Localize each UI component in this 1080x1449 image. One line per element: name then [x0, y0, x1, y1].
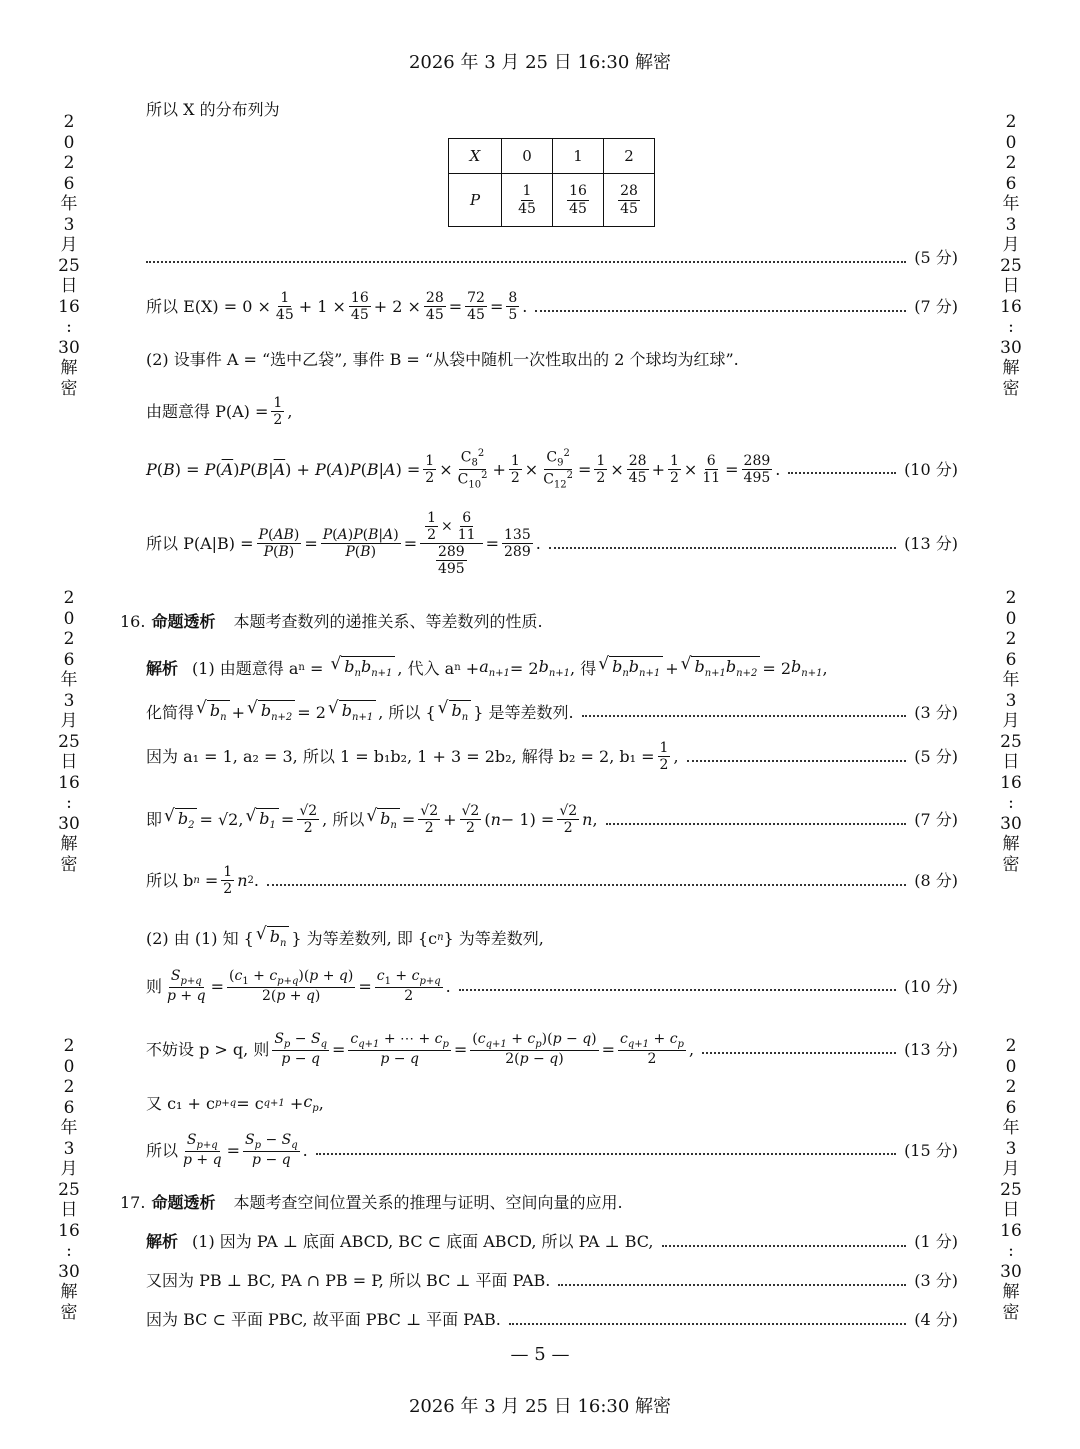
- table-intro: 所以 X 的分布列为: [146, 100, 280, 119]
- watermark-char: 25: [1000, 1179, 1022, 1200]
- page-footer: 2026 年 3 月 25 日 16:30 解密: [408, 1396, 672, 1417]
- watermark-char: 30: [58, 813, 80, 834]
- q16-line-2: 化简得 √ $b_n$ + √ $b_{n+2}$ = 2 √ $b_{n+1}$ , 所以 { √ $b_n$ } 是等差数列. (3 分): [146, 698, 958, 724]
- table-cell: $\frac{28}{45}$: [604, 174, 655, 227]
- watermark-char: 密: [60, 378, 78, 399]
- q16-line-4: 即 √ $b_2$ = √2, √ $b_1$ = $\frac{√2}{2}$ , 所以 √ $b_n$ = $\frac{√2}{2}$ + $\frac{√2}{2}$ ( n − 1) = $\frac{√2}{2}$ n , (7 分): [146, 803, 958, 837]
- watermark-char: 6: [63, 173, 75, 194]
- watermark-char: 密: [60, 1302, 78, 1323]
- watermark-char: 年: [60, 194, 78, 214]
- watermark-char: 日: [60, 276, 78, 296]
- watermark-char: 密: [1002, 1302, 1020, 1323]
- q16-therefore-line: 所以 $\frac{S_{p+q}}{p + q}$ = $\frac{S_p - S_q}{p - q}$ . (15 分): [146, 1132, 958, 1169]
- watermark-char: 2: [63, 1077, 75, 1097]
- watermark-char: 2: [1005, 1077, 1017, 1097]
- table-cell: $\frac{1}{45}$: [502, 174, 553, 227]
- watermark-char: 6: [63, 1097, 75, 1118]
- table-cell: 0: [502, 139, 553, 174]
- page-number: — 5 —: [510, 1344, 570, 1365]
- watermark-char: 25: [58, 731, 80, 752]
- side-watermark: [997, 1036, 1025, 1323]
- watermark-char: 密: [1002, 378, 1020, 399]
- watermark-char: 3: [63, 214, 75, 235]
- watermark-char: :: [1008, 793, 1014, 813]
- q17-line-1: 解析 (1) 因为 PA ⊥ 底面 ABCD, BC ⊂ 底面 ABCD, 所以 PA ⊥ BC, (1 分): [146, 1232, 958, 1251]
- watermark-char: 16: [1000, 296, 1022, 317]
- table-cell: $\frac{16}{45}$: [553, 174, 604, 227]
- watermark-char: 密: [60, 854, 78, 875]
- watermark-char: 30: [58, 1261, 80, 1282]
- watermark-char: 日: [1002, 1200, 1020, 1220]
- watermark-char: 解: [60, 358, 78, 378]
- watermark-char: 30: [58, 337, 80, 358]
- pab-line: 所以 P(A|B) = $\frac{P(AB)}{P(B)}$ = $\frac{P(A)P(B|A)}{P(B)}$ = $\frac{1}{2}$ × $\frac{6}{11}$ $\frac{289}{495}$ = $\frac{135}{289}$ . (13 分): [146, 510, 958, 578]
- side-watermark: [997, 112, 1025, 399]
- watermark-char: :: [1008, 317, 1014, 337]
- page-header: 2026 年 3 月 25 日 16:30 解密: [408, 52, 672, 73]
- side-watermark: [997, 588, 1025, 875]
- watermark-char: 月: [1002, 1159, 1020, 1179]
- side-watermark: [55, 1036, 83, 1323]
- distribution-table: [448, 138, 655, 227]
- watermark-char: 3: [1005, 214, 1017, 235]
- table-cell: 2: [604, 139, 655, 174]
- watermark-char: 6: [63, 649, 75, 670]
- score-line: (5 分): [146, 248, 958, 267]
- given-line: 由题意得 P(A) = $\frac{1}{2}$ ,: [146, 395, 293, 429]
- watermark-char: 月: [1002, 235, 1020, 255]
- watermark-char: 16: [58, 1220, 80, 1241]
- expectation-line: 所以 E(X) = 0 × $\frac{1}{45}$ + 1 × $\frac{16}{45}$ + 2 × $\frac{28}{45}$ = $\frac{72}{45}$ = $\frac{8}{5}$ . (7 分): [146, 290, 958, 324]
- watermark-char: :: [66, 1241, 72, 1261]
- watermark-char: 解: [1002, 834, 1020, 854]
- watermark-char: 月: [60, 1159, 78, 1179]
- watermark-char: 日: [1002, 276, 1020, 296]
- watermark-char: 年: [60, 670, 78, 690]
- table-cell: 1: [553, 139, 604, 174]
- watermark-char: 解: [1002, 1282, 1020, 1302]
- q16-line-1: 解析 (1) 由题意得 a n = √ $b_nb_{n+1}$ , 代入 a n + $a_{n+1}$ = 2 $b_{n+1}$ , 得 √ $b_nb_{n+1}$ + √ $b_{n+1}b_{n+2}$ = 2 $b_{n+1}$ ,: [146, 654, 828, 680]
- q17-heading: 17. 命题透析 本题考查空间位置关系的推理与证明、空间向量的应用.: [120, 1193, 623, 1212]
- watermark-char: 3: [1005, 690, 1017, 711]
- q16-assume-line: 不妨设 p > q, 则 $\frac{S_p - S_q}{p - q}$ = $\frac{c_{q+1} + \cdots + c_p}{p - q}$ = $\frac{(c_{q+1} + c_p)(p - q)}{2(p - q)}$ = $\frac{c_{q+1} + c_p}{2}$ , (13 分): [146, 1031, 958, 1068]
- watermark-char: 2: [1005, 588, 1017, 608]
- watermark-char: :: [66, 793, 72, 813]
- table-row-p-label: P: [449, 174, 502, 227]
- watermark-char: 0: [1005, 132, 1017, 153]
- side-watermark: [55, 588, 83, 875]
- watermark-char: 16: [1000, 772, 1022, 793]
- watermark-char: 16: [58, 772, 80, 793]
- watermark-char: 2: [1005, 629, 1017, 649]
- watermark-char: 解: [60, 834, 78, 854]
- watermark-char: 2: [63, 588, 75, 608]
- watermark-char: 年: [1002, 194, 1020, 214]
- side-watermark: [55, 112, 83, 399]
- watermark-char: 25: [1000, 731, 1022, 752]
- table-row-x-label: X: [449, 139, 502, 174]
- watermark-char: 0: [1005, 1056, 1017, 1077]
- watermark-char: 解: [60, 1282, 78, 1302]
- watermark-char: 月: [60, 711, 78, 731]
- watermark-char: 3: [63, 690, 75, 711]
- q16-line-3: 因为 a₁ = 1, a₂ = 3, 所以 1 = b₁b₂, 1 + 3 = 2b₂, 解得 b₂ = 2, b₁ = $\frac{1}{2}$ , (5 分): [146, 740, 958, 774]
- watermark-char: 日: [60, 1200, 78, 1220]
- watermark-char: 日: [1002, 752, 1020, 772]
- watermark-char: 年: [60, 1118, 78, 1138]
- watermark-char: 2: [63, 153, 75, 173]
- watermark-char: 30: [1000, 1261, 1022, 1282]
- q16-then-line: 则 $\frac{S_{p+q}}{p + q}$ = $\frac{(c_1 + c_{p+q})(p + q)}{2(p + q)}$ = $\frac{c_1 + c_{p+q}}{2}$ . (10 分): [146, 968, 958, 1005]
- q16-heading: 16. 命题透析 本题考查数列的递推关系、等差数列的性质.: [120, 612, 543, 631]
- watermark-char: :: [66, 317, 72, 337]
- watermark-char: 6: [1005, 1097, 1017, 1118]
- watermark-char: 年: [1002, 670, 1020, 690]
- watermark-char: 2: [63, 629, 75, 649]
- watermark-char: 2: [1005, 1036, 1017, 1056]
- watermark-char: :: [1008, 1241, 1014, 1261]
- q15-part2-intro: (2) 设事件 A = “选中乙袋”, 事件 B = “从袋中随机一次性取出的 2 个球均为红球”.: [146, 350, 739, 369]
- watermark-char: 2: [63, 112, 75, 132]
- watermark-char: 25: [58, 1179, 80, 1200]
- watermark-char: 2: [1005, 153, 1017, 173]
- watermark-char: 0: [63, 1056, 75, 1077]
- watermark-char: 6: [1005, 649, 1017, 670]
- watermark-char: 月: [60, 235, 78, 255]
- q17-line-2: 又因为 PB ⊥ BC, PA ∩ PB = P, 所以 BC ⊥ 平面 PAB. (3 分): [146, 1271, 958, 1290]
- watermark-char: 25: [1000, 255, 1022, 276]
- watermark-char: 密: [1002, 854, 1020, 875]
- watermark-char: 3: [63, 1138, 75, 1159]
- q16-also-line: 又 c₁ + c p+q = c q+1 + $c_p$ ,: [146, 1092, 324, 1115]
- watermark-char: 16: [58, 296, 80, 317]
- watermark-char: 0: [63, 608, 75, 629]
- pb-line: $P(B) = P(\overline{A})P(B|\overline{A}) + P(A)P(B|A)$ = $\frac{1}{2}$ × $\frac{C_8^2}{C_{10}^2}$ + $\frac{1}{2}$ × $\frac{C_9^2}{C_{12}^2}$ = $\frac{1}{2}$ × $\frac{28}{45}$ + $\frac{1}{2}$ × $\frac{6}{11}$ = $\frac{289}{495}$ . (10 分): [146, 448, 958, 491]
- watermark-char: 日: [60, 752, 78, 772]
- watermark-char: 0: [63, 132, 75, 153]
- watermark-char: 6: [1005, 173, 1017, 194]
- watermark-char: 25: [58, 255, 80, 276]
- q17-line-3: 因为 BC ⊂ 平面 PBC, 故平面 PBC ⊥ 平面 PAB. (4 分): [146, 1310, 958, 1329]
- watermark-char: 30: [1000, 813, 1022, 834]
- watermark-char: 0: [1005, 608, 1017, 629]
- watermark-char: 解: [1002, 358, 1020, 378]
- watermark-char: 2: [63, 1036, 75, 1056]
- q16-line-5: 所以 b n = $\frac{1}{2}$ n 2 . (8 分): [146, 864, 958, 898]
- q16-part2-intro: (2) 由 (1) 知 { √ $b_n$ } 为等差数列, 即 {c n } 为等差数列,: [146, 924, 544, 950]
- watermark-char: 年: [1002, 1118, 1020, 1138]
- watermark-char: 3: [1005, 1138, 1017, 1159]
- watermark-char: 2: [1005, 112, 1017, 132]
- watermark-char: 16: [1000, 1220, 1022, 1241]
- watermark-char: 月: [1002, 711, 1020, 731]
- watermark-char: 30: [1000, 337, 1022, 358]
